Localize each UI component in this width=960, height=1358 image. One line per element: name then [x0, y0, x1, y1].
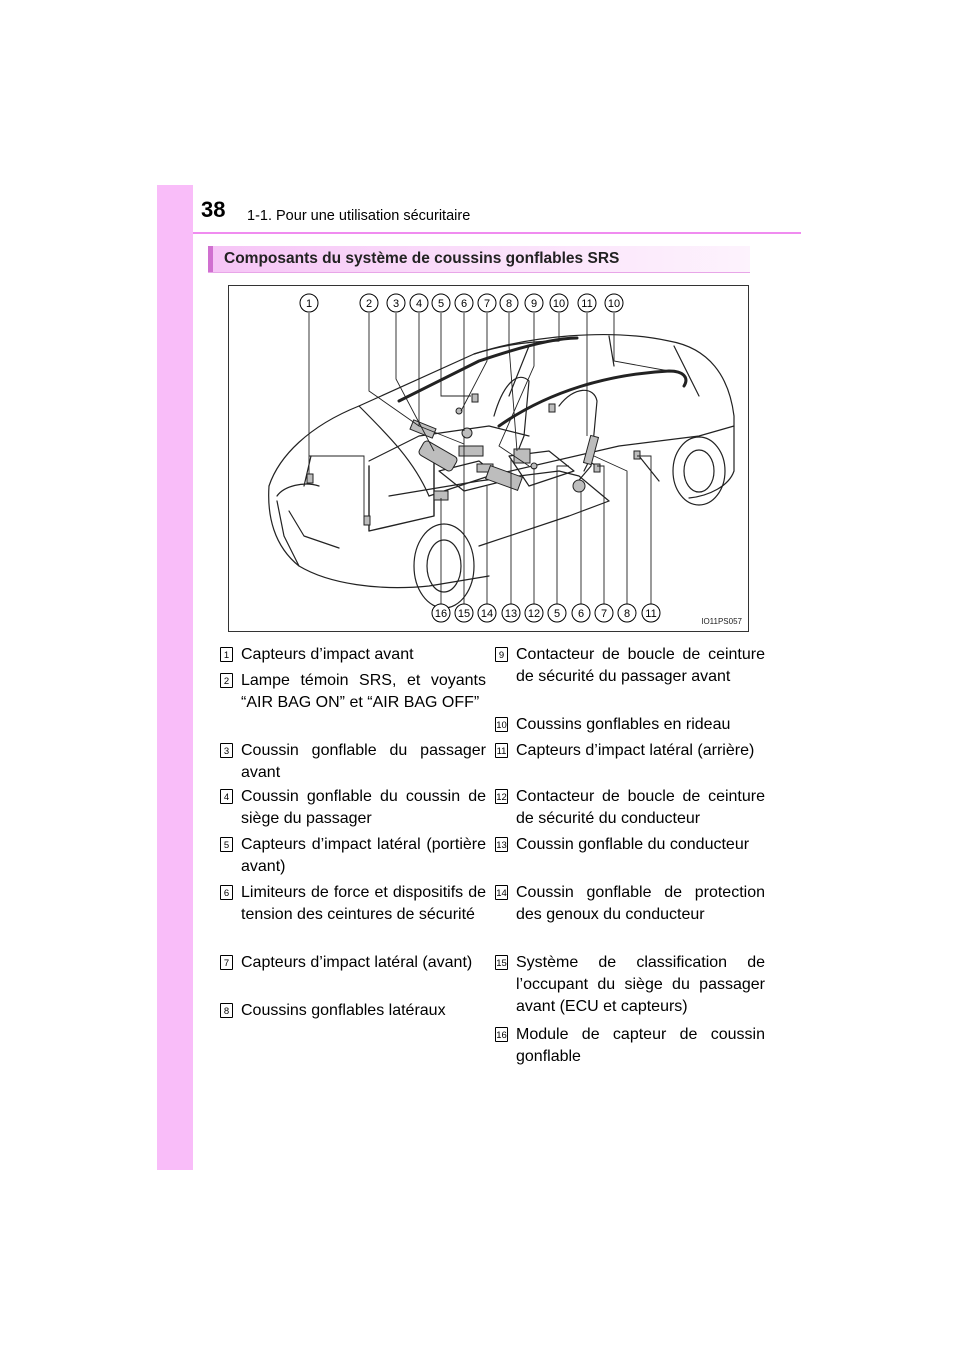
callout-top-12: 10	[607, 298, 621, 310]
car-illustration	[229, 286, 747, 630]
callout-bottom-10: 11	[645, 608, 657, 620]
callout-top-3: 3	[392, 298, 400, 310]
airbag-diagram	[228, 285, 749, 632]
legend-number: 9	[495, 647, 508, 662]
legend-number: 15	[495, 955, 508, 970]
legend-number: 11	[495, 743, 508, 758]
callout-top-4: 4	[415, 298, 423, 310]
figure-code: IO11PS057	[701, 617, 742, 626]
legend-text: Coussins gonflables en rideau	[516, 716, 731, 733]
running-title: 1-1. Pour une utilisation sécuritaire	[247, 208, 471, 224]
legend-text: Capteurs d’impact latéral (arrière)	[516, 742, 755, 759]
legend-text: Capteurs d’impact latéral (avant)	[241, 954, 473, 971]
legend-text: Contacteur de boucle de ceinture de sécurité du passager avant	[516, 646, 765, 685]
callout-top-5: 5	[437, 298, 445, 310]
legend-number: 12	[495, 789, 508, 804]
legend-number: 10	[495, 717, 508, 732]
section-title: Composants du système de coussins gonflables SRS	[224, 250, 620, 267]
legend-text: Coussin gonflable du conducteur	[516, 836, 750, 853]
callout-top-9: 9	[530, 298, 538, 310]
legend-number: 16	[495, 1027, 508, 1042]
legend-number: 1	[220, 647, 233, 662]
callout-top-7: 7	[483, 298, 491, 310]
legend-number: 5	[220, 837, 233, 852]
legend-text: Système de classification de l’occupant du siège du passager avant (ECU et capteurs)	[516, 954, 765, 1015]
callout-top-2: 2	[365, 298, 373, 310]
section-heading-bar	[208, 246, 750, 273]
legend-number: 3	[220, 743, 233, 758]
legend-text: Coussin gonflable du passager avant	[241, 742, 486, 781]
legend-text: Lampe témoin SRS, et voyants “AIR BAG ON” et “AIR BAG OFF”	[241, 672, 486, 711]
callout-bottom-1: 16	[434, 608, 448, 620]
callout-top-1: 1	[305, 298, 313, 310]
callout-bottom-3: 14	[480, 608, 494, 620]
callout-bottom-8: 7	[600, 608, 608, 620]
legend-number: 8	[220, 1003, 233, 1018]
callout-bottom-7: 6	[577, 608, 585, 620]
callout-top-6: 6	[460, 298, 468, 310]
chapter-side-tab	[157, 185, 193, 1170]
legend-number: 2	[220, 673, 233, 688]
callout-bottom-5: 12	[527, 608, 541, 620]
callout-top-8: 8	[505, 298, 513, 310]
legend-text: Coussin gonflable de protection des genoux du conducteur	[516, 884, 765, 923]
page-number: 38	[201, 197, 226, 222]
callout-bottom-4: 13	[504, 608, 518, 620]
legend-text: Capteurs d’impact latéral (portière avant)	[241, 836, 486, 875]
legend-text: Capteurs d’impact avant	[241, 646, 414, 663]
legend-text: Coussins gonflables latéraux	[241, 1002, 446, 1019]
callout-top-11: 11	[581, 298, 593, 310]
callout-bottom-6: 5	[553, 608, 561, 620]
legend-text: Contacteur de boucle de ceinture de sécurité du conducteur	[516, 788, 765, 827]
legend-text: Module de capteur de coussin gonflable	[516, 1026, 765, 1065]
legend-number: 14	[495, 885, 508, 900]
legend-number: 6	[220, 885, 233, 900]
header-rule	[193, 232, 801, 234]
legend-number: 4	[220, 789, 233, 804]
legend-text: Limiteurs de force et dispositifs de tension des ceintures de sécurité	[241, 884, 486, 923]
legend-number: 7	[220, 955, 233, 970]
callout-top-10: 10	[552, 298, 566, 310]
legend-number: 13	[495, 837, 508, 852]
callout-bottom-2: 15	[457, 608, 471, 620]
legend-text: Coussin gonflable du coussin de siège du passager	[241, 788, 486, 827]
callout-bottom-9: 8	[623, 608, 631, 620]
